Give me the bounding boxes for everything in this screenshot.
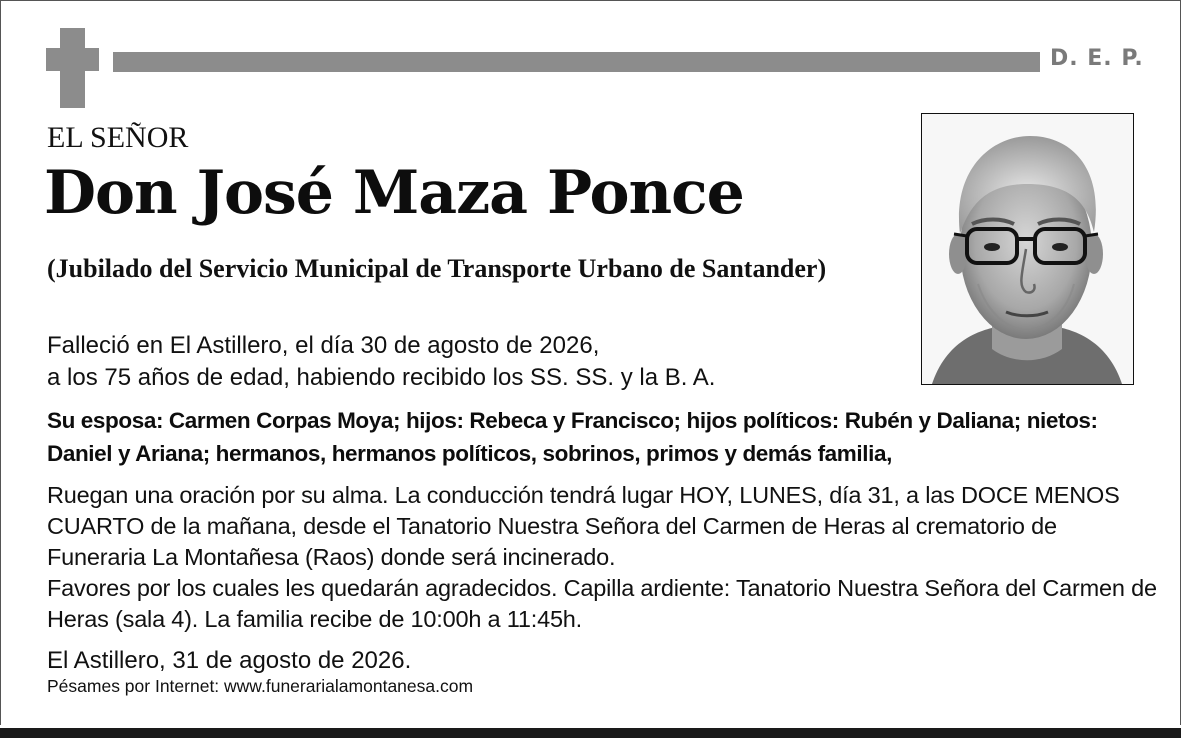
announcement-paragraph-2: Favores por los cuales les quedarán agradecidos. Capilla ardiente: Tanatorio Nuestra Señora del Carmen de Heras (sala 4). La familia recibe de 10:00h a 11:45h.: [47, 575, 1157, 632]
place-date: El Astillero, 31 de agosto de 2026.: [47, 647, 412, 674]
family-list: Su esposa: Carmen Corpas Moya; hijos: Rebeca y Francisco; hijos políticos: Rubén y Daliana; nietos: Daniel y Ariana; hermanos, hermanos políticos, sobrinos, primos y demás familia,: [47, 408, 1098, 466]
death-notice-line2: a los 75 años de edad, habiendo recibido los SS. SS. y la B. A.: [47, 364, 716, 391]
death-notice: [47, 330, 887, 394]
deceased-name: Don José Maza Ponce: [44, 158, 744, 228]
portrait-photo: [921, 113, 1134, 385]
dep-label: D. E. P.: [1050, 46, 1144, 71]
portrait-illustration: [922, 114, 1133, 384]
website-line: Pésames por Internet: www.funerarialamontanesa.com: [47, 676, 474, 696]
announcement-paragraph-1: Ruegan una oración por su alma. La conducción tendrá lugar HOY, LUNES, día 31, a las DOCE MENOS CUARTO de la mañana, desde el Tanatorio Nuestra Señora del Carmen de Heras al crematorio de Funeraria La Montañesa (Raos) donde será incinerado.: [47, 482, 1120, 570]
title-prefix: EL SEÑOR: [47, 121, 189, 154]
announcement: [47, 480, 1157, 635]
header-bar: [113, 52, 1040, 72]
deceased-subtitle: (Jubilado del Servicio Municipal de Transporte Urbano de Santander): [47, 254, 827, 283]
bottom-rule: [0, 728, 1181, 738]
death-notice-line1: Falleció en El Astillero, el día 30 de agosto de 2026,: [47, 332, 600, 359]
latin-cross-icon: [46, 28, 99, 108]
